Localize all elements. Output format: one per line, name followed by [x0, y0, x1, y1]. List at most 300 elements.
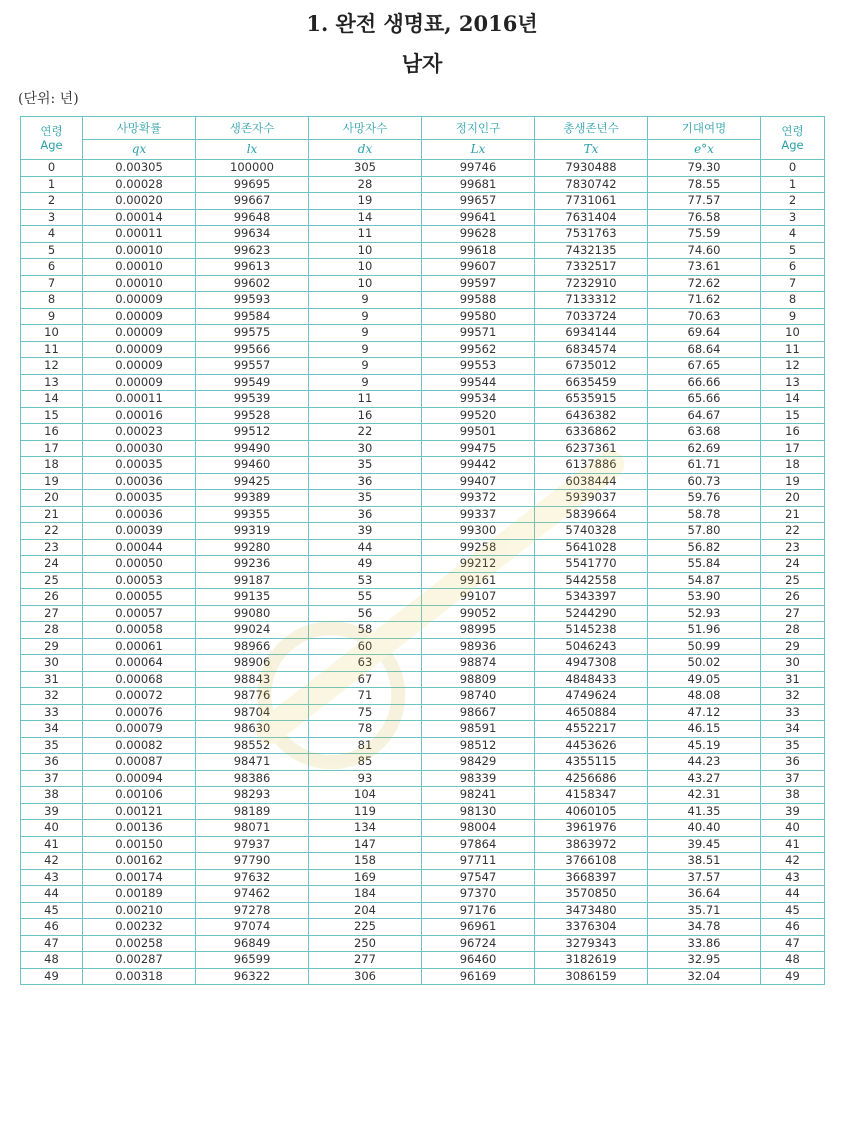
- table-cell: 60.73: [648, 473, 761, 490]
- table-cell: 6336862: [535, 424, 648, 441]
- table-cell: 99319: [196, 523, 309, 540]
- table-row: [21, 440, 825, 457]
- table-cell: 99562: [422, 341, 535, 358]
- table-cell: 0.00287: [83, 952, 196, 969]
- table-cell: 22: [761, 523, 825, 540]
- table-row: [21, 556, 825, 573]
- table-cell: 29: [21, 638, 83, 655]
- table-cell: 56.82: [648, 539, 761, 556]
- table-cell: 36: [761, 754, 825, 771]
- table-cell: 97370: [422, 886, 535, 903]
- table-cell: 99490: [196, 440, 309, 457]
- table-cell: 0.00318: [83, 968, 196, 985]
- table-cell: 99161: [422, 572, 535, 589]
- table-cell: 10: [21, 325, 83, 342]
- table-cell: 97937: [196, 836, 309, 853]
- table-cell: 23: [761, 539, 825, 556]
- table-cell: 33.86: [648, 935, 761, 952]
- table-cell: 9: [309, 341, 422, 358]
- page-subtitle: 남자: [401, 51, 443, 76]
- unit-label: (단위: 년): [18, 91, 79, 107]
- table-row: [21, 886, 825, 903]
- table-row: [21, 374, 825, 391]
- col-header: 사망자수: [309, 117, 422, 140]
- table-cell: 19: [309, 193, 422, 210]
- table-cell: 4: [21, 226, 83, 243]
- table-row: [21, 770, 825, 787]
- table-cell: 0.00082: [83, 737, 196, 754]
- table-cell: 14: [309, 209, 422, 226]
- table-cell: 10: [761, 325, 825, 342]
- table-cell: 73.61: [648, 259, 761, 276]
- table-cell: 99588: [422, 292, 535, 309]
- table-cell: 0.00150: [83, 836, 196, 853]
- table-cell: 305: [309, 160, 422, 177]
- col-header: 정지인구: [422, 117, 535, 140]
- table-cell: 5145238: [535, 622, 648, 639]
- table-cell: 62.69: [648, 440, 761, 457]
- table-cell: 52.93: [648, 605, 761, 622]
- table-cell: 99634: [196, 226, 309, 243]
- table-cell: 49: [21, 968, 83, 985]
- table-cell: 3279343: [535, 935, 648, 952]
- table-cell: 48.08: [648, 688, 761, 705]
- table-cell: 0.00232: [83, 919, 196, 936]
- table-cell: 98429: [422, 754, 535, 771]
- table-cell: 7232910: [535, 275, 648, 292]
- table-cell: 4848433: [535, 671, 648, 688]
- table-cell: 97547: [422, 869, 535, 886]
- table-body: [21, 160, 825, 985]
- table-cell: 0.00036: [83, 473, 196, 490]
- table-cell: 158: [309, 853, 422, 870]
- table-cell: 53: [309, 572, 422, 589]
- table-cell: 20: [21, 490, 83, 507]
- table-cell: 5541770: [535, 556, 648, 573]
- table-row: [21, 457, 825, 474]
- table-cell: 44: [761, 886, 825, 903]
- table-cell: 78: [309, 721, 422, 738]
- age-header-en: Age: [781, 138, 804, 152]
- table-cell: 54.87: [648, 572, 761, 589]
- table-cell: 98512: [422, 737, 535, 754]
- table-cell: 5442558: [535, 572, 648, 589]
- table-cell: 58.78: [648, 506, 761, 523]
- table-cell: 35: [21, 737, 83, 754]
- table-cell: 99681: [422, 176, 535, 193]
- table-cell: 7: [21, 275, 83, 292]
- table-cell: 99389: [196, 490, 309, 507]
- col-header: 사망확률: [83, 117, 196, 140]
- table-cell: 42.31: [648, 787, 761, 804]
- table-cell: 0.00079: [83, 721, 196, 738]
- table-cell: 48: [761, 952, 825, 969]
- table-cell: 99212: [422, 556, 535, 573]
- table-cell: 250: [309, 935, 422, 952]
- table-row: [21, 919, 825, 936]
- table-cell: 99337: [422, 506, 535, 523]
- table-cell: 0.00009: [83, 358, 196, 375]
- table-row: [21, 572, 825, 589]
- table-cell: 81: [309, 737, 422, 754]
- table-cell: 0.00009: [83, 341, 196, 358]
- table-row: [21, 902, 825, 919]
- table-cell: 0.00162: [83, 853, 196, 870]
- table-cell: 58: [309, 622, 422, 639]
- table-cell: 99501: [422, 424, 535, 441]
- table-cell: 0.00087: [83, 754, 196, 771]
- table-cell: 85: [309, 754, 422, 771]
- table-cell: 0.00036: [83, 506, 196, 523]
- table-cell: 98740: [422, 688, 535, 705]
- table-cell: 5839664: [535, 506, 648, 523]
- table-row: [21, 737, 825, 754]
- table-cell: 4552217: [535, 721, 648, 738]
- table-cell: 306: [309, 968, 422, 985]
- table-cell: 6038444: [535, 473, 648, 490]
- table-cell: 7731061: [535, 193, 648, 210]
- table-cell: 77.57: [648, 193, 761, 210]
- table-cell: 96724: [422, 935, 535, 952]
- table-cell: 99695: [196, 176, 309, 193]
- table-cell: 96599: [196, 952, 309, 969]
- table-cell: 0.00028: [83, 176, 196, 193]
- table-cell: 99425: [196, 473, 309, 490]
- table-cell: 98809: [422, 671, 535, 688]
- table-cell: 2: [21, 193, 83, 210]
- table-cell: 65.66: [648, 391, 761, 408]
- table-cell: 55: [309, 589, 422, 606]
- table-cell: 53.90: [648, 589, 761, 606]
- table-cell: 3961976: [535, 820, 648, 837]
- table-cell: 31: [761, 671, 825, 688]
- table-cell: 99372: [422, 490, 535, 507]
- age-header-en: Age: [40, 138, 63, 152]
- table-cell: 96460: [422, 952, 535, 969]
- table-row: [21, 308, 825, 325]
- table-cell: 99618: [422, 242, 535, 259]
- table-cell: 96849: [196, 935, 309, 952]
- col-symbol: lx: [196, 140, 309, 160]
- table-cell: 27: [21, 605, 83, 622]
- table-cell: 47.12: [648, 704, 761, 721]
- table-cell: 49.05: [648, 671, 761, 688]
- table-cell: 35.71: [648, 902, 761, 919]
- table-row: [21, 671, 825, 688]
- table-cell: 0.00044: [83, 539, 196, 556]
- table-cell: 4947308: [535, 655, 648, 672]
- table-row: [21, 803, 825, 820]
- table-cell: 98293: [196, 787, 309, 804]
- table-cell: 39: [309, 523, 422, 540]
- table-cell: 63: [309, 655, 422, 672]
- table-cell: 99571: [422, 325, 535, 342]
- table-cell: 97462: [196, 886, 309, 903]
- table-cell: 97864: [422, 836, 535, 853]
- table-cell: 99258: [422, 539, 535, 556]
- table-row: [21, 275, 825, 292]
- table-cell: 40: [21, 820, 83, 837]
- table-cell: 0.00258: [83, 935, 196, 952]
- table-cell: 67: [309, 671, 422, 688]
- table-cell: 39.45: [648, 836, 761, 853]
- table-cell: 43: [761, 869, 825, 886]
- table-cell: 28: [761, 622, 825, 639]
- table-cell: 3570850: [535, 886, 648, 903]
- table-cell: 45: [21, 902, 83, 919]
- table-cell: 34: [21, 721, 83, 738]
- table-cell: 72.62: [648, 275, 761, 292]
- table-cell: 35: [761, 737, 825, 754]
- table-row: [21, 539, 825, 556]
- table-cell: 42: [761, 853, 825, 870]
- table-cell: 99584: [196, 308, 309, 325]
- table-row: [21, 820, 825, 837]
- table-cell: 97790: [196, 853, 309, 870]
- table-cell: 97074: [196, 919, 309, 936]
- table-cell: 17: [761, 440, 825, 457]
- table-cell: 98936: [422, 638, 535, 655]
- table-cell: 99544: [422, 374, 535, 391]
- table-cell: 99746: [422, 160, 535, 177]
- table-cell: 39: [21, 803, 83, 820]
- table-cell: 99628: [422, 226, 535, 243]
- table-cell: 69.64: [648, 325, 761, 342]
- table-cell: 18: [21, 457, 83, 474]
- table-cell: 99052: [422, 605, 535, 622]
- table-cell: 12: [21, 358, 83, 375]
- table-row: [21, 935, 825, 952]
- table-cell: 56: [309, 605, 422, 622]
- table-row: [21, 836, 825, 853]
- table-cell: 35: [309, 490, 422, 507]
- table-cell: 67.65: [648, 358, 761, 375]
- table-cell: 68.64: [648, 341, 761, 358]
- table-cell: 30: [309, 440, 422, 457]
- table-cell: 98471: [196, 754, 309, 771]
- table-cell: 35: [309, 457, 422, 474]
- table-cell: 0.00009: [83, 308, 196, 325]
- table-cell: 97711: [422, 853, 535, 870]
- table-cell: 37: [761, 770, 825, 787]
- col-header: 총생존년수: [535, 117, 648, 140]
- table-cell: 7033724: [535, 308, 648, 325]
- table-cell: 12: [761, 358, 825, 375]
- table-cell: 97278: [196, 902, 309, 919]
- table-cell: 0.00305: [83, 160, 196, 177]
- table-cell: 32.04: [648, 968, 761, 985]
- table-cell: 26: [761, 589, 825, 606]
- table-cell: 79.30: [648, 160, 761, 177]
- table-cell: 0.00210: [83, 902, 196, 919]
- table-cell: 44: [21, 886, 83, 903]
- table-cell: 3: [21, 209, 83, 226]
- table-row: [21, 704, 825, 721]
- table-cell: 0.00189: [83, 886, 196, 903]
- table-cell: 37: [21, 770, 83, 787]
- table-cell: 99607: [422, 259, 535, 276]
- table-cell: 97632: [196, 869, 309, 886]
- table-cell: 38: [761, 787, 825, 804]
- table-cell: 8: [761, 292, 825, 309]
- table-row: [21, 226, 825, 243]
- table-cell: 104: [309, 787, 422, 804]
- table-cell: 0.00011: [83, 391, 196, 408]
- table-cell: 9: [309, 358, 422, 375]
- table-cell: 21: [761, 506, 825, 523]
- table-row: [21, 523, 825, 540]
- table-cell: 99580: [422, 308, 535, 325]
- table-cell: 99648: [196, 209, 309, 226]
- table-cell: 38: [21, 787, 83, 804]
- table-cell: 13: [761, 374, 825, 391]
- table-cell: 11: [21, 341, 83, 358]
- table-cell: 75.59: [648, 226, 761, 243]
- table-cell: 7432135: [535, 242, 648, 259]
- table-cell: 47: [761, 935, 825, 952]
- table-cell: 99512: [196, 424, 309, 441]
- table-row: [21, 721, 825, 738]
- table-cell: 0.00020: [83, 193, 196, 210]
- col-symbol: e°x: [648, 140, 761, 160]
- table-cell: 33: [761, 704, 825, 721]
- table-cell: 99475: [422, 440, 535, 457]
- table-cell: 3473480: [535, 902, 648, 919]
- table-row: [21, 209, 825, 226]
- table-cell: 0.00030: [83, 440, 196, 457]
- header-row: [21, 117, 825, 140]
- table-cell: 33: [21, 704, 83, 721]
- table-cell: 5244290: [535, 605, 648, 622]
- table-cell: 99557: [196, 358, 309, 375]
- table-cell: 96322: [196, 968, 309, 985]
- table-cell: 49: [309, 556, 422, 573]
- table-cell: 147: [309, 836, 422, 853]
- table-cell: 46: [761, 919, 825, 936]
- table-cell: 9: [309, 374, 422, 391]
- table-cell: 32: [761, 688, 825, 705]
- table-cell: 42: [21, 853, 83, 870]
- table-cell: 3668397: [535, 869, 648, 886]
- table-cell: 23: [21, 539, 83, 556]
- table-cell: 98843: [196, 671, 309, 688]
- table-cell: 98004: [422, 820, 535, 837]
- table-cell: 55.84: [648, 556, 761, 573]
- table-cell: 34.78: [648, 919, 761, 936]
- table-cell: 0.00057: [83, 605, 196, 622]
- table-cell: 96961: [422, 919, 535, 936]
- table-cell: 6237361: [535, 440, 648, 457]
- table-cell: 99667: [196, 193, 309, 210]
- table-cell: 13: [21, 374, 83, 391]
- table-cell: 45.19: [648, 737, 761, 754]
- table-cell: 0.00035: [83, 457, 196, 474]
- table-cell: 5: [761, 242, 825, 259]
- table-cell: 99442: [422, 457, 535, 474]
- table-cell: 0.00016: [83, 407, 196, 424]
- table-cell: 78.55: [648, 176, 761, 193]
- table-cell: 16: [21, 424, 83, 441]
- table-cell: 16: [761, 424, 825, 441]
- table-cell: 99520: [422, 407, 535, 424]
- table-cell: 28: [21, 622, 83, 639]
- table-row: [21, 605, 825, 622]
- table-cell: 204: [309, 902, 422, 919]
- table-cell: 0.00061: [83, 638, 196, 655]
- table-cell: 36: [21, 754, 83, 771]
- table-cell: 11: [309, 391, 422, 408]
- table-cell: 6535915: [535, 391, 648, 408]
- table-cell: 7531763: [535, 226, 648, 243]
- table-cell: 40.40: [648, 820, 761, 837]
- table-cell: 98874: [422, 655, 535, 672]
- table-cell: 98591: [422, 721, 535, 738]
- col-symbol: Tx: [535, 140, 648, 160]
- table-cell: 4650884: [535, 704, 648, 721]
- table-cell: 7930488: [535, 160, 648, 177]
- col-symbol: Lx: [422, 140, 535, 160]
- table-cell: 43.27: [648, 770, 761, 787]
- table-cell: 0.00009: [83, 325, 196, 342]
- table-cell: 0: [21, 160, 83, 177]
- table-cell: 3766108: [535, 853, 648, 870]
- table-cell: 16: [309, 407, 422, 424]
- table-cell: 119: [309, 803, 422, 820]
- table-cell: 11: [309, 226, 422, 243]
- table-cell: 18: [761, 457, 825, 474]
- table-row: [21, 473, 825, 490]
- table-cell: 64.67: [648, 407, 761, 424]
- table-cell: 277: [309, 952, 422, 969]
- table-cell: 99280: [196, 539, 309, 556]
- table-cell: 44.23: [648, 754, 761, 771]
- table-cell: 0.00058: [83, 622, 196, 639]
- table-cell: 99355: [196, 506, 309, 523]
- table-cell: 98130: [422, 803, 535, 820]
- table-row: [21, 325, 825, 342]
- table-cell: 7133312: [535, 292, 648, 309]
- table-cell: 51.96: [648, 622, 761, 639]
- table-cell: 32: [21, 688, 83, 705]
- table-row: [21, 176, 825, 193]
- table-cell: 98995: [422, 622, 535, 639]
- table-cell: 36: [309, 473, 422, 490]
- table-cell: 0.00035: [83, 490, 196, 507]
- table-cell: 4: [761, 226, 825, 243]
- table-cell: 99549: [196, 374, 309, 391]
- table-cell: 99575: [196, 325, 309, 342]
- table-cell: 38.51: [648, 853, 761, 870]
- table-cell: 14: [761, 391, 825, 408]
- table-cell: 66.66: [648, 374, 761, 391]
- table-cell: 11: [761, 341, 825, 358]
- table-cell: 36.64: [648, 886, 761, 903]
- table-cell: 5343397: [535, 589, 648, 606]
- table-cell: 9: [309, 325, 422, 342]
- table-cell: 6137886: [535, 457, 648, 474]
- table-cell: 0.00072: [83, 688, 196, 705]
- table-cell: 5641028: [535, 539, 648, 556]
- table-cell: 1: [761, 176, 825, 193]
- table-cell: 7631404: [535, 209, 648, 226]
- table-cell: 0.00023: [83, 424, 196, 441]
- table-cell: 97176: [422, 902, 535, 919]
- table-cell: 43: [21, 869, 83, 886]
- table-cell: 6: [21, 259, 83, 276]
- table-cell: 4453626: [535, 737, 648, 754]
- table-cell: 99135: [196, 589, 309, 606]
- table-cell: 15: [21, 407, 83, 424]
